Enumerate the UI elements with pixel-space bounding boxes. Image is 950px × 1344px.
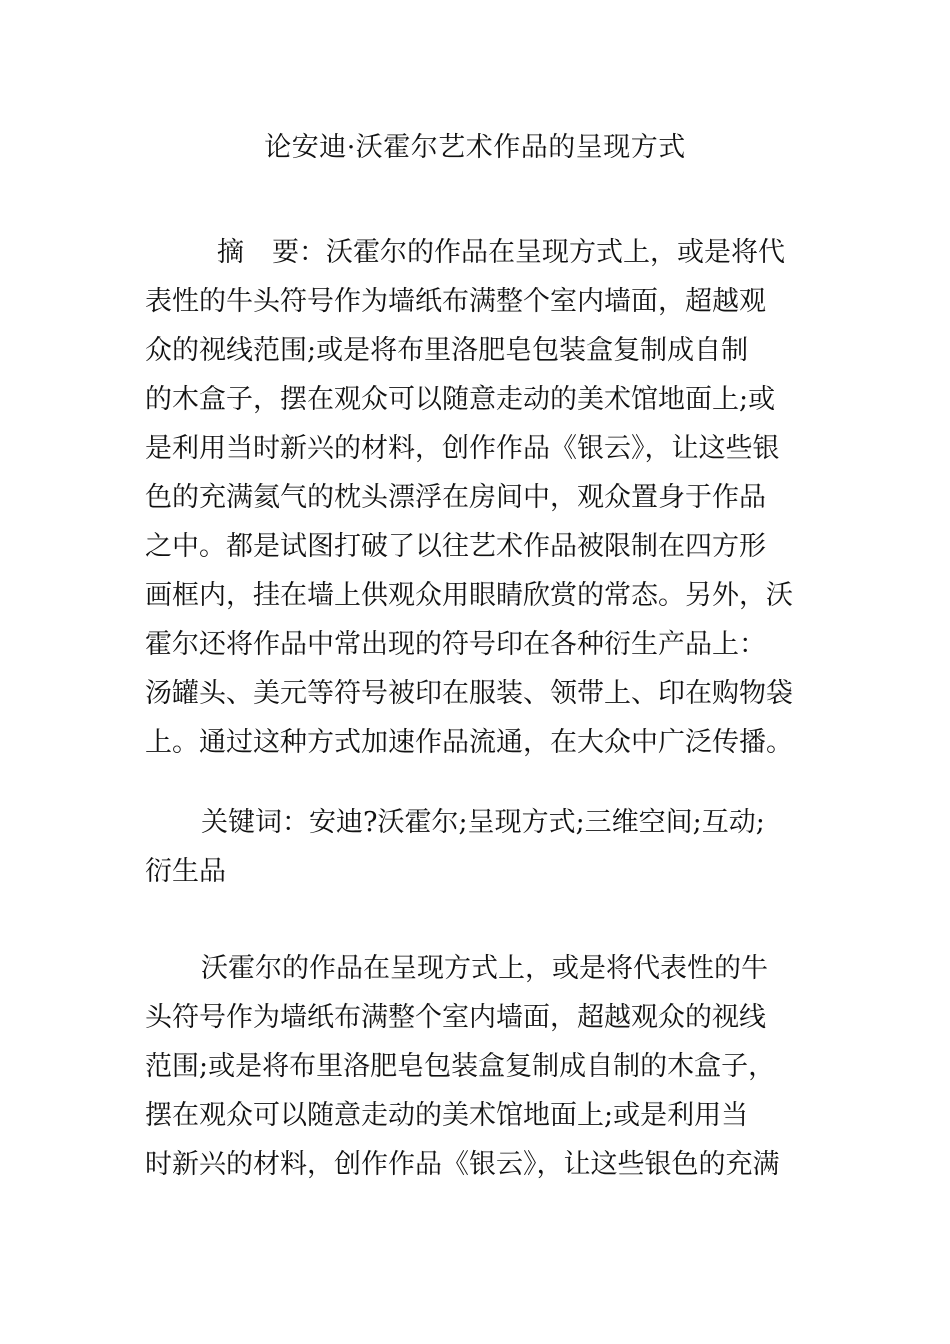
keywords-line: 衍生品 <box>145 856 226 887</box>
abstract-line-text: 沃霍尔的作品在呈现方式上，或是将代 <box>326 237 785 268</box>
body-line: 沃霍尔的作品在呈现方式上，或是将代表性的牛 <box>201 953 768 984</box>
keywords-section <box>145 798 810 896</box>
body-line: 头符号作为墙纸布满整个室内墙面，超越观众的视线 <box>145 1002 766 1033</box>
abstract-line: 画框内，挂在墙上供观众用眼睛欣赏的常态。另外，沃 <box>145 580 793 611</box>
abstract-line: 色的充满氦气的枕头漂浮在房间中，观众置身于作品 <box>145 482 766 513</box>
body-paragraph <box>145 944 810 1189</box>
document-title: 论安迪·沃霍尔艺术作品的呈现方式 <box>264 132 686 163</box>
abstract-section <box>145 228 810 767</box>
abstract-label-part2: 要： <box>272 237 326 268</box>
abstract-line: 之中。都是试图打破了以往艺术作品被限制在四方形 <box>145 531 766 562</box>
keywords-label: 关键词： <box>201 807 309 838</box>
abstract-line: 众的视线范围;或是将布里洛肥皂包装盒复制成自制 <box>145 335 749 366</box>
abstract-line <box>145 228 810 277</box>
body-line: 时新兴的材料，创作作品《银云》，让这些银色的充满 <box>145 1149 780 1180</box>
abstract-line: 汤罐头、美元等符号被印在服装、领带上、印在购物袋 <box>145 678 793 709</box>
abstract-line: 是利用当时新兴的材料，创作作品《银云》，让这些银 <box>145 433 780 464</box>
abstract-line: 霍尔还将作品中常出现的符号印在各种衍生产品上： <box>145 629 766 660</box>
keywords-line-text: 安迪?沃霍尔;呈现方式;三维空间;互动; <box>309 807 765 838</box>
body-line: 摆在观众可以随意走动的美术馆地面上;或是利用当 <box>145 1100 749 1131</box>
abstract-label-part1: 摘 <box>217 237 244 268</box>
abstract-line: 上。通过这种方式加速作品流通，在大众中广泛传播。 <box>145 727 793 758</box>
body-line: 范围;或是将布里洛肥皂包装盒复制成自制的木盒子， <box>145 1051 776 1082</box>
abstract-line: 表性的牛头符号作为墙纸布满整个室内墙面，超越观 <box>145 286 766 317</box>
keywords-line <box>145 798 810 847</box>
abstract-line: 的木盒子，摆在观众可以随意走动的美术馆地面上;或 <box>145 384 776 415</box>
